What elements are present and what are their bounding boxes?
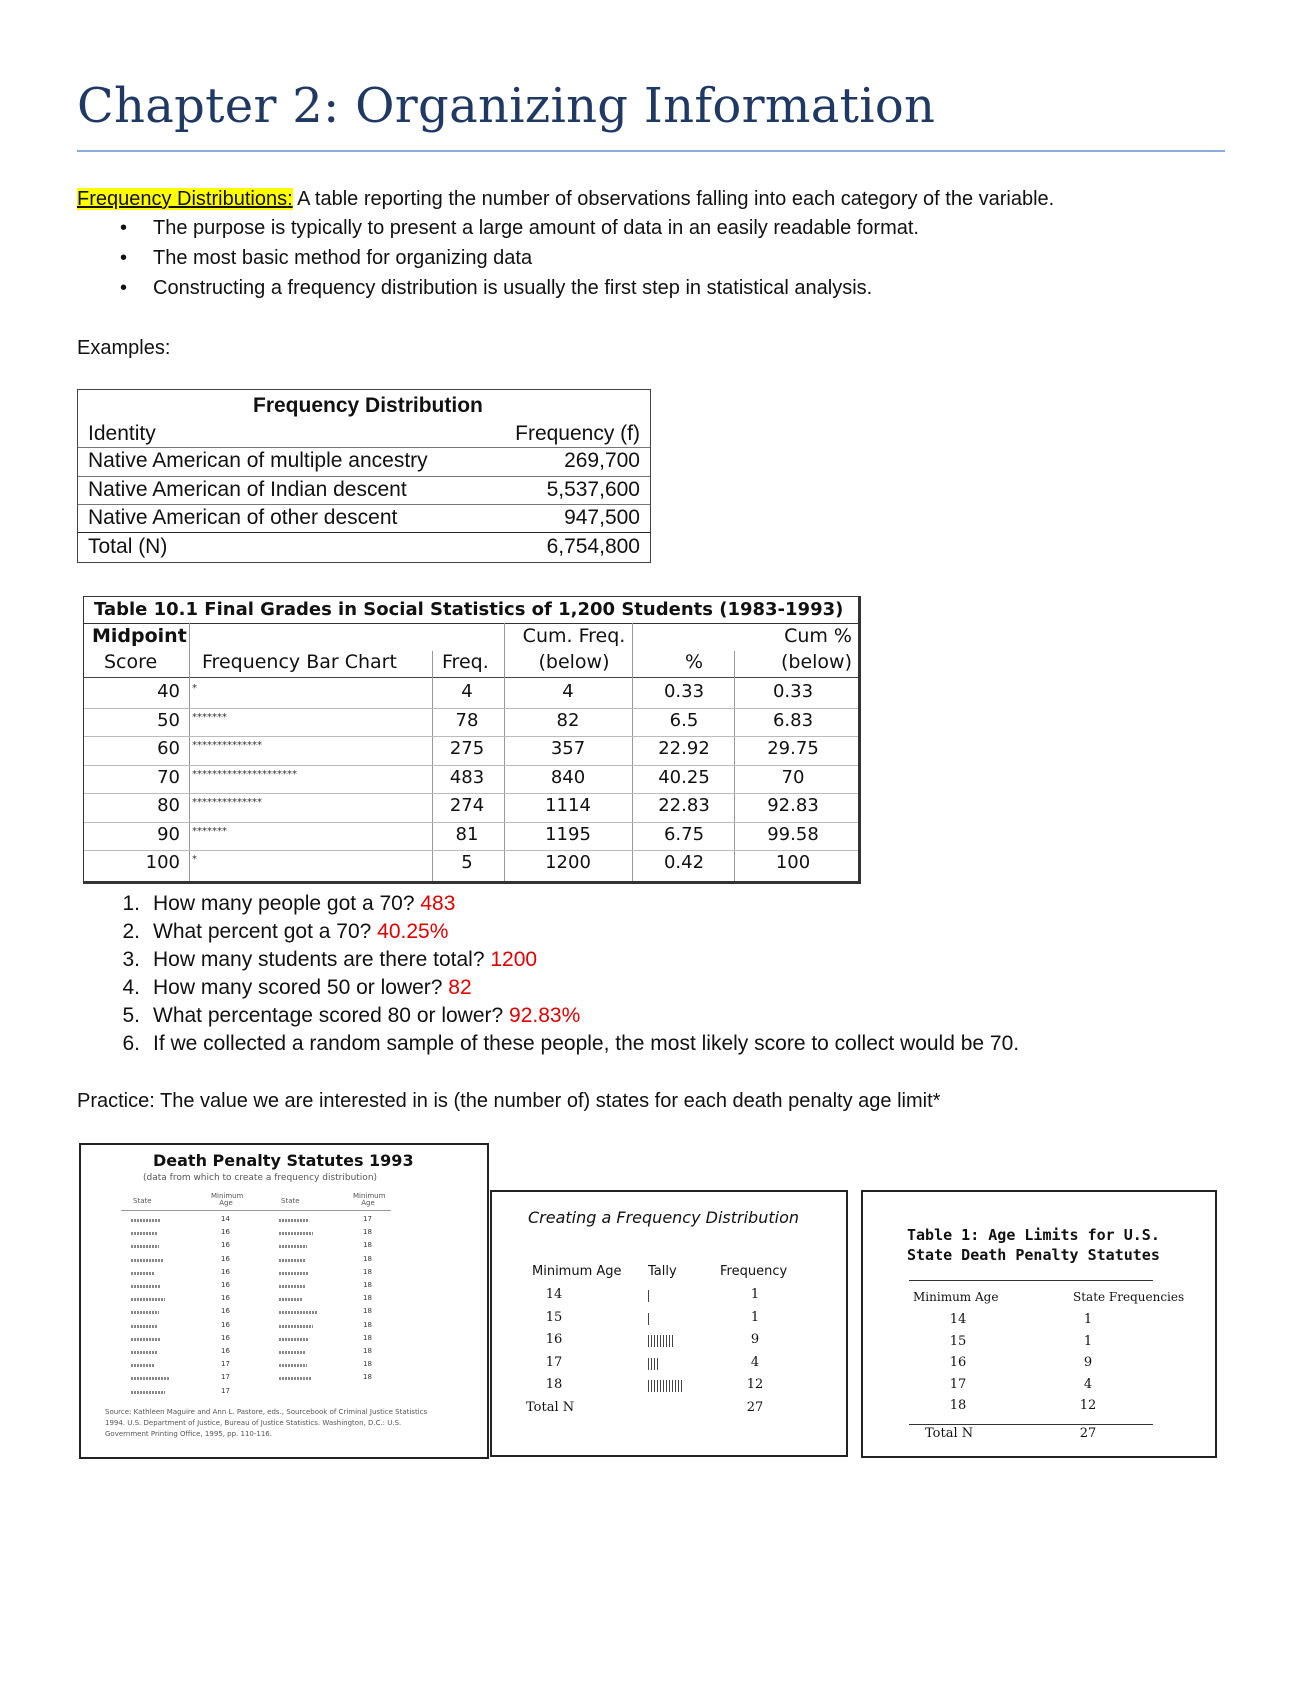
cell-bar-stars: ************** <box>192 797 262 808</box>
tally-mark <box>675 1380 676 1392</box>
min-age-value: 16 <box>221 1281 230 1289</box>
state-name-scribble <box>279 1285 305 1288</box>
state-name-scribble <box>279 1232 313 1235</box>
min-age-value: 18 <box>363 1320 372 1329</box>
tally-mark <box>681 1380 682 1392</box>
tally-marks <box>648 1334 675 1352</box>
definition-paragraph <box>77 188 1054 211</box>
state-name-scribble <box>131 1245 159 1248</box>
table-cell: 269,700 <box>564 449 640 472</box>
cell-cum-percent: 70 <box>781 766 805 788</box>
question-answer: 483 <box>420 892 456 915</box>
row-divider <box>84 736 858 737</box>
bullet-item: Constructing a frequency distribution is usually the first step in statistical analysis. <box>153 277 873 299</box>
cell-freq: 275 <box>449 738 485 759</box>
column-header-min-age: Minimum Age <box>353 1192 386 1207</box>
column-header-min-age: Minimum Age <box>532 1264 622 1279</box>
row-divider <box>78 447 650 448</box>
min-age-value: 18 <box>949 1398 967 1413</box>
examples-label: Examples: <box>77 337 171 359</box>
question-answer: 82 <box>448 976 472 999</box>
image-title: Death Penalty Statutes 1993 <box>153 1151 414 1170</box>
cell-cum-percent: 29.75 <box>767 738 819 759</box>
image-title: Creating a Frequency Distribution <box>528 1208 799 1227</box>
state-name-scribble <box>131 1391 165 1394</box>
row-divider <box>84 765 858 766</box>
cell-bar-stars: ******* <box>192 711 227 723</box>
min-age-value: 16 <box>221 1267 230 1276</box>
grades-table <box>83 596 861 884</box>
total-value: 27 <box>746 1400 764 1415</box>
state-name-scribble <box>131 1298 165 1301</box>
cell-freq: 483 <box>449 766 485 788</box>
image-subtitle: (data from which to create a frequency distribution) <box>143 1173 378 1183</box>
table-cell: Native American of multiple ancestry <box>88 449 428 472</box>
question-answer: 40.25% <box>377 920 449 943</box>
tally-mark <box>678 1380 679 1392</box>
min-age-value: 18 <box>363 1347 372 1355</box>
cell-freq: 81 <box>455 823 479 845</box>
column-divider <box>189 623 190 881</box>
cell-cum-freq: 840 <box>550 766 586 788</box>
column-header-midpoint: Midpoint <box>92 625 187 647</box>
state-name-scribble <box>279 1259 305 1262</box>
frequency-value: 4 <box>750 1354 760 1370</box>
image-title: Table 1: Age Limits for U.S. <box>907 1226 1160 1244</box>
table-cell: Native American of Indian descent <box>88 478 407 501</box>
bullet-item: The purpose is typically to present a large amount of data in an easily readable format. <box>153 217 919 239</box>
question-number: 6. <box>122 1032 140 1055</box>
cell-percent: 0.33 <box>663 681 705 702</box>
cell-bar-stars: ************** <box>192 740 262 751</box>
image-title: State Death Penalty Statutes <box>907 1246 1160 1264</box>
cell-score: 80 <box>157 795 180 816</box>
state-name-scribble <box>279 1325 313 1328</box>
min-age-value: 18 <box>363 1294 372 1303</box>
cell-freq: 274 <box>449 795 485 816</box>
state-frequency-value: 4 <box>1083 1376 1093 1392</box>
header-divider <box>84 677 858 678</box>
row-divider <box>78 504 650 505</box>
frequency-value: 9 <box>750 1332 760 1347</box>
state-name-scribble <box>131 1338 161 1341</box>
row-divider <box>84 793 858 794</box>
question-answer: 92.83% <box>509 1004 581 1027</box>
definition-term: Frequency Distributions <box>77 188 288 210</box>
column-header-tally: Tally <box>648 1264 677 1279</box>
state-name-scribble <box>279 1364 307 1367</box>
question-number: 5. <box>122 1004 140 1027</box>
column-header-bar-chart: Frequency Bar Chart <box>202 651 397 673</box>
tally-mark <box>654 1358 655 1370</box>
cell-cum-freq: 82 <box>556 709 580 731</box>
tally-mark <box>669 1335 670 1347</box>
page-title: Chapter 2: Organizing Information <box>77 78 936 134</box>
question-item <box>153 948 537 972</box>
min-age-value: 16 <box>545 1332 563 1347</box>
cell-percent: 22.83 <box>658 795 710 816</box>
practice-paragraph: Practice: The value we are interested in is (the number of) states for each death penalty age limit* <box>77 1090 941 1112</box>
state-name-scribble <box>279 1272 309 1275</box>
min-age-value: 17 <box>545 1354 563 1370</box>
bullet-item: The most basic method for organizing data <box>153 247 533 269</box>
cell-cum-percent: 100 <box>775 852 811 873</box>
state-name-scribble <box>131 1325 157 1328</box>
row-divider <box>84 850 858 851</box>
cell-score: 90 <box>157 823 180 845</box>
question-item <box>153 1004 580 1028</box>
tally-mark <box>648 1380 649 1392</box>
image-source-note: Source: Kathleen Maguire and Ann L. Pastore, eds., Sourcebook of Criminal Justice Statistics 1994. U.S. Department of Justice, Bureau of Justice Statistics. Washington, D.C.: U.S. Government Printing Office, 1995, pp. 110-116. <box>105 1408 428 1438</box>
min-age-value: 16 <box>221 1307 230 1316</box>
row-divider <box>78 532 650 533</box>
tally-mark <box>660 1335 661 1347</box>
min-age-value: 16 <box>221 1228 230 1237</box>
min-age-value: 16 <box>949 1355 967 1370</box>
tally-mark <box>669 1380 670 1392</box>
state-name-scribble <box>131 1377 169 1380</box>
question-number: 3. <box>122 948 140 971</box>
total-label: Total (N) <box>88 535 168 558</box>
column-header-cum-freq-below: (below) <box>538 651 610 673</box>
question-number: 1. <box>122 892 140 915</box>
total-divider <box>909 1424 1153 1425</box>
min-age-value: 16 <box>221 1241 230 1250</box>
tally-mark <box>672 1335 673 1347</box>
min-age-value: 14 <box>949 1312 967 1327</box>
header-divider <box>121 1210 391 1211</box>
tally-mark <box>666 1380 667 1392</box>
min-age-value: 18 <box>363 1360 372 1369</box>
cell-cum-percent: 99.58 <box>767 823 819 845</box>
state-name-scribble <box>131 1219 161 1222</box>
question-text: How many scored 50 or lower? <box>153 976 449 999</box>
tally-mark <box>648 1290 649 1302</box>
column-header-cum-pct: Cum % <box>784 625 852 647</box>
state-name-scribble <box>279 1245 307 1248</box>
tally-mark <box>654 1380 655 1392</box>
tally-mark <box>651 1335 652 1347</box>
state-frequency-value: 9 <box>1083 1355 1093 1370</box>
cell-percent: 40.25 <box>658 766 710 788</box>
column-divider <box>734 651 735 881</box>
cell-cum-percent: 6.83 <box>772 709 814 731</box>
frequency-value: 1 <box>750 1287 760 1302</box>
title-underline <box>77 150 1225 152</box>
question-text: What percent got a 70? <box>153 920 378 943</box>
min-age-value: 17 <box>949 1376 967 1392</box>
state-name-scribble <box>279 1298 303 1301</box>
cell-freq: 78 <box>455 709 479 731</box>
bullet-marker: • <box>120 217 128 239</box>
tally-marks <box>648 1312 651 1330</box>
column-header-state-frequencies: State Frequencies <box>1073 1290 1185 1304</box>
question-item <box>153 976 472 1000</box>
total-value: 27 <box>1079 1426 1097 1441</box>
tally-mark <box>657 1380 658 1392</box>
table-title: Table 10.1 Final Grades in Social Statistics of 1,200 Students (1983-1993) <box>94 599 844 620</box>
state-name-scribble <box>131 1285 161 1288</box>
table-title: Frequency Distribution <box>253 394 483 417</box>
column-header-percent: % <box>684 651 704 673</box>
state-name-scribble <box>131 1311 159 1314</box>
cell-cum-freq: 1195 <box>545 823 591 845</box>
tally-mark <box>657 1358 658 1370</box>
min-age-value: 17 <box>221 1386 230 1395</box>
question-item <box>153 920 448 944</box>
column-divider <box>632 623 633 881</box>
cell-score: 70 <box>157 766 180 788</box>
cell-bar-stars: * <box>192 854 197 865</box>
total-label: Total N <box>526 1400 575 1415</box>
min-age-value: 17 <box>363 1215 372 1223</box>
cell-score: 40 <box>157 681 180 702</box>
column-header-cum-freq: Cum. Freq. <box>522 625 626 647</box>
min-age-value: 16 <box>221 1254 230 1263</box>
state-frequency-value: 1 <box>1083 1333 1093 1349</box>
tally-mark <box>654 1335 655 1347</box>
bullet-marker: • <box>120 247 128 269</box>
creating-frequency-distribution-image <box>490 1190 848 1457</box>
column-header-identity: Identity <box>88 422 156 445</box>
cell-cum-percent: 0.33 <box>772 681 814 702</box>
tally-mark <box>672 1380 673 1392</box>
cell-freq: 4 <box>461 681 473 702</box>
state-name-scribble <box>279 1377 311 1380</box>
min-age-value: 18 <box>363 1281 372 1289</box>
state-name-scribble <box>131 1232 157 1235</box>
tally-mark <box>657 1335 658 1347</box>
frequency-value: 1 <box>750 1309 760 1325</box>
question-item <box>153 892 455 916</box>
cell-score: 100 <box>145 852 180 873</box>
tally-mark <box>648 1335 649 1347</box>
tally-marks <box>648 1357 660 1375</box>
state-name-scribble <box>131 1364 155 1367</box>
row-divider <box>84 708 858 709</box>
row-divider <box>78 476 650 477</box>
cell-percent: 0.42 <box>663 852 705 873</box>
state-frequency-value: 1 <box>1083 1312 1093 1327</box>
state-frequency-value: 12 <box>1079 1398 1097 1413</box>
question-text: How many people got a 70? <box>153 892 421 915</box>
min-age-value: 18 <box>363 1333 372 1342</box>
min-age-value: 18 <box>363 1254 372 1263</box>
min-age-value: 14 <box>221 1215 230 1223</box>
state-name-scribble <box>279 1338 309 1341</box>
min-age-value: 16 <box>221 1347 230 1355</box>
tally-mark <box>663 1380 664 1392</box>
cell-cum-freq: 4 <box>562 681 574 702</box>
tally-marks <box>648 1379 684 1397</box>
cell-cum-freq: 357 <box>550 738 586 759</box>
column-header-frequency: Frequency (f) <box>515 422 640 445</box>
min-age-value: 18 <box>363 1267 372 1276</box>
cell-cum-freq: 1114 <box>545 795 591 816</box>
question-answer: 1200 <box>490 948 538 971</box>
state-name-scribble <box>131 1259 163 1262</box>
min-age-value: 16 <box>221 1333 230 1342</box>
column-header-freq: Freq. <box>442 651 489 673</box>
tally-mark <box>666 1335 667 1347</box>
tally-mark <box>663 1335 664 1347</box>
table-cell: 947,500 <box>564 506 640 529</box>
min-age-value: 17 <box>221 1373 230 1382</box>
total-label: Total N <box>925 1426 974 1441</box>
state-name-scribble <box>131 1351 157 1354</box>
cell-score: 60 <box>157 738 180 759</box>
cell-cum-percent: 92.83 <box>767 795 819 816</box>
tally-mark <box>651 1358 652 1370</box>
min-age-value: 18 <box>363 1373 372 1382</box>
frequency-distribution-table <box>77 389 651 563</box>
cell-bar-stars: * <box>192 683 197 694</box>
tally-mark <box>651 1380 652 1392</box>
min-age-value: 18 <box>363 1241 372 1250</box>
header-divider <box>909 1280 1153 1281</box>
state-name-scribble <box>279 1219 309 1222</box>
bullet-marker: • <box>120 277 128 299</box>
question-text: What percentage scored 80 or lower? <box>153 1004 510 1027</box>
column-header-cum-pct-below: (below) <box>780 651 852 673</box>
min-age-value: 15 <box>949 1333 967 1349</box>
cell-freq: 5 <box>461 852 473 873</box>
column-header-min-age: Minimum Age <box>913 1290 999 1304</box>
age-limits-table-image <box>861 1190 1217 1458</box>
table-cell: Native American of other descent <box>88 506 398 529</box>
min-age-value: 14 <box>545 1287 563 1302</box>
tally-marks <box>648 1289 651 1307</box>
column-divider <box>504 623 505 881</box>
header-divider <box>84 623 858 624</box>
min-age-value: 15 <box>545 1309 563 1325</box>
cell-percent: 22.92 <box>658 738 710 759</box>
table-cell: 5,537,600 <box>546 478 640 501</box>
column-header-score: Score <box>104 651 158 673</box>
cell-percent: 6.75 <box>663 823 705 845</box>
min-age-value: 18 <box>363 1307 372 1316</box>
min-age-value: 16 <box>221 1294 230 1303</box>
question-text: How many students are there total? <box>153 948 491 971</box>
frequency-value: 12 <box>746 1377 764 1392</box>
total-value: 6,754,800 <box>546 535 640 558</box>
question-number: 2. <box>122 920 140 943</box>
min-age-value: 17 <box>221 1360 230 1369</box>
cell-bar-stars: ******* <box>192 825 227 837</box>
column-header-min-age: Minimum Age <box>211 1192 244 1207</box>
min-age-value: 18 <box>545 1377 563 1392</box>
tally-mark <box>648 1358 649 1370</box>
row-divider <box>84 822 858 823</box>
question-text: If we collected a random sample of these people, the most likely score to collect would be 70. <box>153 1032 1020 1055</box>
min-age-value: 18 <box>363 1228 372 1237</box>
death-penalty-statutes-image <box>79 1143 489 1459</box>
state-name-scribble <box>131 1272 155 1275</box>
tally-mark <box>660 1380 661 1392</box>
cell-percent: 6.5 <box>669 709 699 731</box>
column-header-state: State <box>281 1197 300 1205</box>
column-header-state: State <box>133 1197 152 1205</box>
question-item <box>153 1032 1019 1056</box>
column-divider <box>432 651 433 881</box>
tally-mark <box>648 1313 649 1325</box>
state-name-scribble <box>279 1351 305 1354</box>
definition-colon: : <box>287 188 293 210</box>
cell-cum-freq: 1200 <box>545 852 591 873</box>
cell-score: 50 <box>157 709 180 731</box>
definition-text: A table reporting the number of observations falling into each category of the variable. <box>292 188 1055 210</box>
min-age-value: 16 <box>221 1320 230 1329</box>
column-header-frequency: Frequency <box>720 1264 788 1279</box>
state-name-scribble <box>279 1311 317 1314</box>
question-number: 4. <box>122 976 140 999</box>
cell-bar-stars: ********************* <box>192 768 297 780</box>
